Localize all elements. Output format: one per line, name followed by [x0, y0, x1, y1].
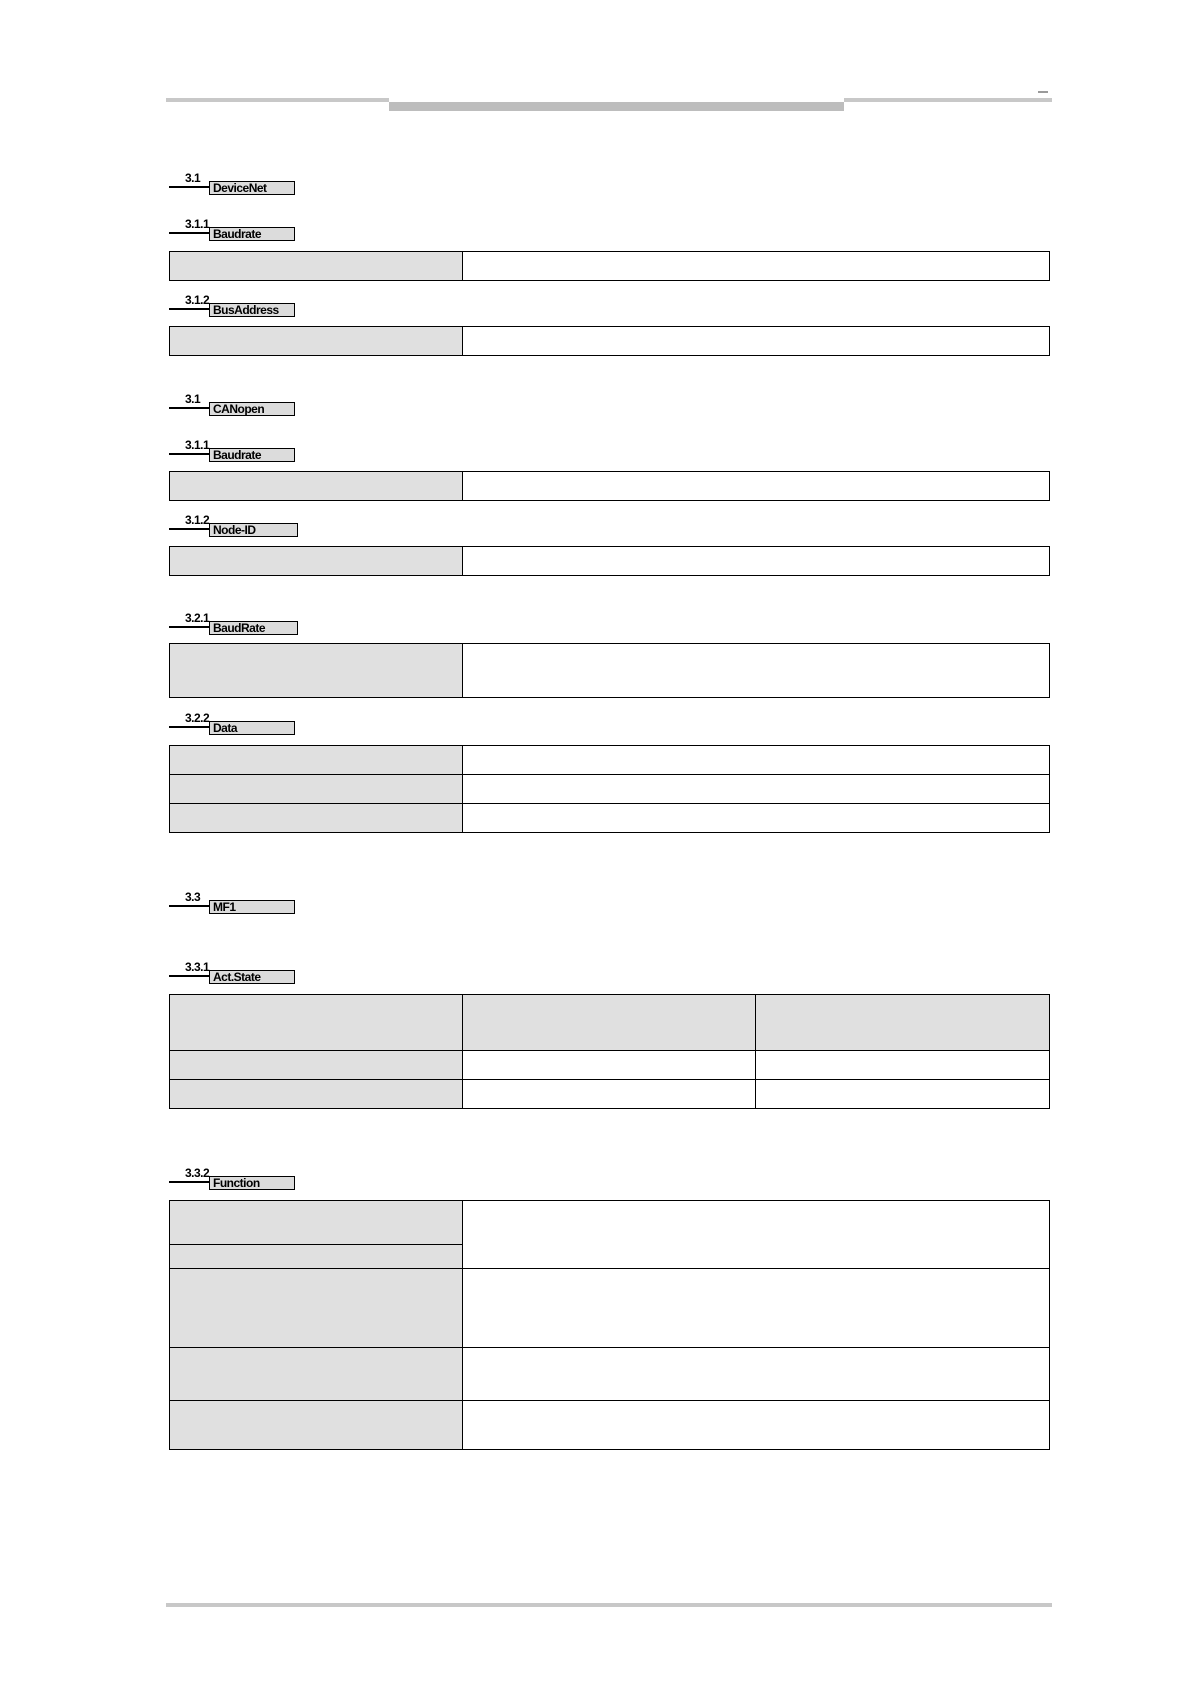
section-title: Node-ID — [209, 523, 298, 537]
section-number: 3.2.2 — [185, 711, 210, 725]
table-row — [170, 252, 1050, 281]
footer-rule — [166, 1603, 1052, 1607]
section-underline — [169, 453, 209, 455]
section-underline — [169, 407, 209, 409]
node-id-table — [169, 546, 1050, 576]
table-label-cell — [170, 1348, 463, 1401]
section-number: 3.1.1 — [185, 217, 210, 231]
table-label-cell — [170, 1051, 463, 1080]
header-rule-center — [389, 102, 844, 111]
busaddress-table — [169, 326, 1050, 356]
section-title: Baudrate — [209, 448, 295, 462]
section-underline — [169, 1181, 209, 1183]
table-label-cell — [170, 1401, 463, 1450]
section-title: MF1 — [209, 900, 295, 914]
table-row — [170, 644, 1050, 698]
section-title: Data — [209, 721, 295, 735]
table-row — [170, 1201, 1050, 1245]
table-value-cell — [463, 547, 1050, 576]
act-state-table — [169, 994, 1050, 1109]
section-underline — [169, 975, 209, 977]
table-value-cell — [756, 1051, 1050, 1080]
header-rule-right — [844, 98, 1052, 102]
section-number: 3.1 — [185, 392, 201, 406]
header-page-mark — [1038, 91, 1048, 93]
function-table — [169, 1200, 1050, 1450]
table-header-cell — [756, 995, 1050, 1051]
devicenet-baudrate-table — [169, 251, 1050, 281]
table-value-cell — [463, 252, 1050, 281]
table-value-cell — [463, 1051, 756, 1080]
table-row — [170, 1348, 1050, 1401]
table-label-cell — [170, 472, 463, 501]
table-row — [170, 746, 1050, 775]
section-number: 3.3 — [185, 890, 201, 904]
table-header-cell — [463, 995, 756, 1051]
table-row — [170, 472, 1050, 501]
table-row — [170, 1401, 1050, 1450]
section-underline — [169, 308, 209, 310]
section-underline — [169, 232, 209, 234]
table-row — [170, 1080, 1050, 1109]
table-label-cell — [170, 547, 463, 576]
data-table — [169, 745, 1050, 833]
header-rule-left — [166, 98, 389, 102]
table-row — [170, 775, 1050, 804]
table-value-cell — [463, 472, 1050, 501]
section-title: DeviceNet — [209, 181, 295, 195]
baudrate-321-table — [169, 643, 1050, 698]
table-value-cell — [463, 804, 1050, 833]
section-number: 3.1 — [185, 171, 201, 185]
section-number: 3.1.2 — [185, 293, 210, 307]
table-label-cell — [170, 1269, 463, 1348]
table-row — [170, 327, 1050, 356]
table-value-cell — [463, 1401, 1050, 1450]
section-underline — [169, 905, 209, 907]
table-value-cell — [463, 1201, 1050, 1269]
section-underline — [169, 726, 209, 728]
canopen-baudrate-table — [169, 471, 1050, 501]
table-header-cell — [170, 995, 463, 1051]
table-value-cell — [463, 775, 1050, 804]
section-title: BusAddress — [209, 303, 295, 317]
table-label-cell — [170, 1080, 463, 1109]
table-row — [170, 1051, 1050, 1080]
section-number: 3.1.2 — [185, 513, 210, 527]
table-label-cell — [170, 644, 463, 698]
table-label-cell — [170, 804, 463, 833]
section-number: 3.3.1 — [185, 960, 210, 974]
table-label-cell — [170, 775, 463, 804]
table-value-cell — [463, 746, 1050, 775]
table-label-cell — [170, 252, 463, 281]
section-title: BaudRate — [209, 621, 298, 635]
section-title: Function — [209, 1176, 295, 1190]
section-underline — [169, 186, 209, 188]
section-number: 3.2.1 — [185, 611, 210, 625]
table-value-cell — [463, 1269, 1050, 1348]
section-title: Baudrate — [209, 227, 295, 241]
table-value-cell — [463, 327, 1050, 356]
table-value-cell — [463, 1080, 756, 1109]
table-label-cell — [170, 1201, 463, 1245]
table-value-cell — [463, 644, 1050, 698]
table-value-cell — [756, 1080, 1050, 1109]
section-number: 3.3.2 — [185, 1166, 210, 1180]
table-row — [170, 547, 1050, 576]
table-label-cell — [170, 327, 463, 356]
table-label-cell — [170, 1245, 463, 1269]
section-underline — [169, 626, 209, 628]
section-underline — [169, 528, 209, 530]
table-label-cell — [170, 746, 463, 775]
table-row — [170, 804, 1050, 833]
section-title: CANopen — [209, 402, 295, 416]
table-value-cell — [463, 1348, 1050, 1401]
section-number: 3.1.1 — [185, 438, 210, 452]
section-title: Act.State — [209, 970, 295, 984]
table-header-row — [170, 995, 1050, 1051]
table-row — [170, 1269, 1050, 1348]
